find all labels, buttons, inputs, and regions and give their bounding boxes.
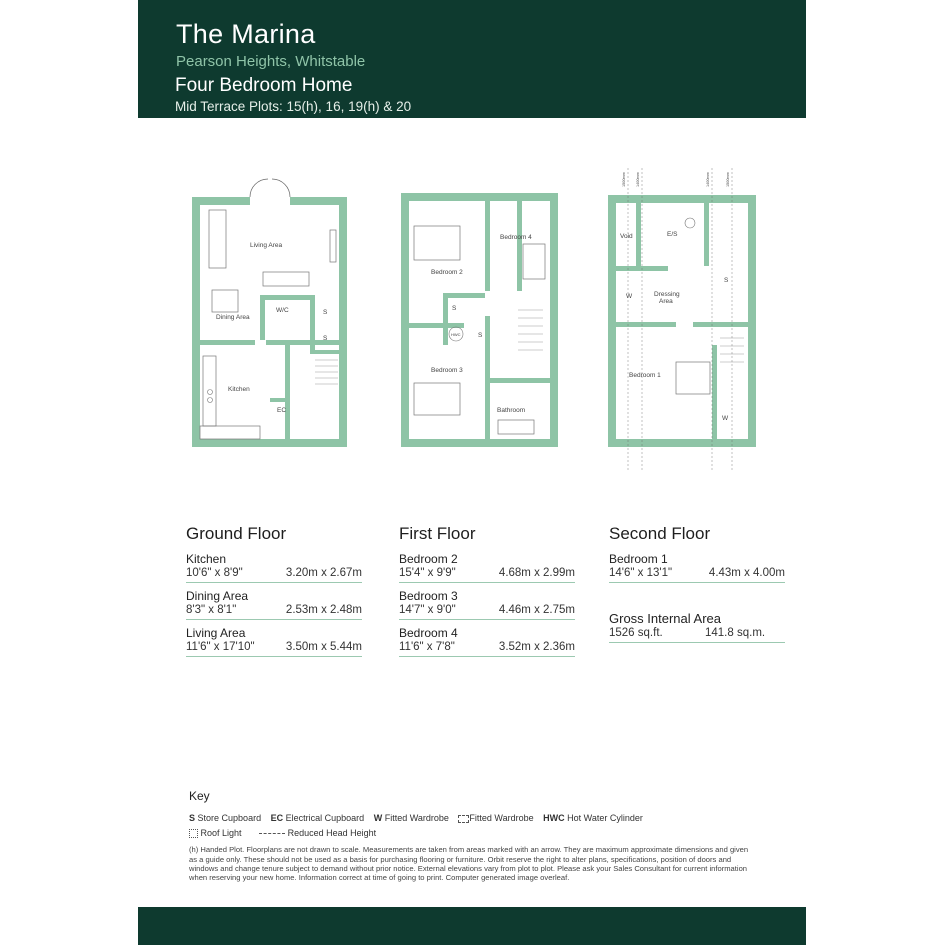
footer-bar — [138, 907, 806, 945]
room-name: Bedroom 2 — [399, 552, 458, 566]
label-wc: W/C — [276, 307, 289, 314]
room-row — [186, 626, 362, 657]
label-void: Void — [620, 233, 633, 240]
label-store-2: S — [323, 335, 328, 342]
key-heading: Key — [189, 789, 210, 803]
key-symbol-hwc: HWC — [543, 813, 565, 823]
label-head-height-3: 1400mm — [706, 172, 710, 187]
second-floor-plan — [608, 168, 756, 472]
gia-label: Gross Internal Area — [609, 611, 721, 626]
key-text-store: Store Cupboard — [197, 813, 262, 823]
room-row — [399, 626, 575, 657]
label-dressing-1: Dressing — [654, 291, 680, 298]
room-row — [186, 552, 362, 583]
header-bar — [138, 0, 806, 118]
room-name: Bedroom 4 — [399, 626, 458, 640]
fitted-wardrobe-dashed-icon — [458, 815, 469, 823]
room-name: Kitchen — [186, 552, 227, 566]
room-name: Bedroom 3 — [399, 589, 458, 603]
key-symbol-s: S — [189, 813, 196, 823]
room-name: Bedroom 1 — [609, 552, 668, 566]
floor-plan-drawing — [138, 160, 806, 490]
page-title: The Marina — [176, 19, 316, 49]
key-symbol-w: W — [373, 813, 383, 823]
room-metric: 2.53m x 2.48m — [285, 604, 362, 616]
ground-floor-plan — [192, 179, 347, 447]
key-section — [189, 789, 789, 883]
room-metric: 4.43m x 4.00m — [708, 567, 785, 579]
room-imperial: 15'4" x 9'9" — [399, 567, 456, 579]
key-symbol-ec: EC — [270, 813, 284, 823]
key-row-1 — [189, 813, 789, 823]
room-metric: 3.50m x 5.44m — [285, 641, 362, 653]
room-imperial: 10'6" x 8'9" — [186, 567, 243, 579]
label-bedroom-2: Bedroom 2 — [431, 269, 463, 276]
label-bedroom-4: Bedroom 4 — [500, 234, 532, 241]
disclaimer-text: (h) Handed Plot. Floorplans are not drawn to scale. Measurements are taken from areas marked with an arrow. They are maximum approximate dimensions and given as a guide only. These should not be used as a basis for purchasing flooring or furniture. Orbit reserve the right to alter plans, specifications, position of doors and windows and change tenure subject to demand without prior notice. External elevations vary from plot to plot. Please ask your Sales Consultant for current information when reserving your new home. Information correct at time of going to print. Computer generated image overleaf. — [189, 845, 749, 883]
room-name: Dining Area — [186, 589, 249, 603]
key-row-2 — [189, 828, 789, 838]
label-store-1: S — [323, 309, 328, 316]
key-text-hwc: Hot Water Cylinder — [567, 813, 643, 823]
room-imperial: 14'6" x 13'1" — [609, 567, 673, 579]
label-head-height-1: 1500mm — [622, 172, 626, 187]
plot-numbers: Mid Terrace Plots: 15(h), 16, 19(h) & 20 — [175, 99, 412, 114]
key-text-roof-light: Roof Light — [200, 828, 242, 838]
room-metric: 3.20m x 2.67m — [285, 567, 362, 579]
label-bathroom: Bathroom — [497, 407, 526, 414]
label-bedroom-1: Bedroom 1 — [629, 372, 661, 379]
key-text-fitted-wardrobe: Fitted Wardrobe — [469, 813, 534, 823]
label-ec: EC — [277, 407, 287, 414]
second-floor-dimensions — [609, 524, 785, 649]
gross-internal-area — [609, 612, 785, 643]
label-dining-area: Dining Area — [216, 314, 250, 321]
reduced-head-height-icon — [259, 833, 285, 834]
room-metric: 4.68m x 2.99m — [498, 567, 575, 579]
label-wardrobe-2: W — [722, 415, 729, 422]
first-floor-plan — [401, 193, 558, 447]
floor-plans — [138, 160, 806, 490]
label-living-area: Living Area — [250, 242, 283, 249]
label-hwc: HWC — [451, 332, 461, 337]
gia-sqft: 1526 sq.ft. — [609, 627, 663, 639]
label-store-4: S — [478, 332, 483, 339]
room-row — [399, 589, 575, 620]
label-bedroom-3: Bedroom 3 — [431, 367, 463, 374]
room-metric: 4.46m x 2.75m — [498, 604, 575, 616]
room-imperial: 14'7" x 9'0" — [399, 604, 456, 616]
key-text-wardrobe: Fitted Wardrobe — [384, 813, 449, 823]
room-row — [186, 589, 362, 620]
ground-floor-heading: Ground Floor — [186, 524, 287, 543]
key-text-reduced-head: Reduced Head Height — [287, 828, 377, 838]
first-floor-heading: First Floor — [399, 524, 476, 543]
label-dressing-2: Area — [659, 298, 673, 305]
development-name: Pearson Heights, Whitstable — [176, 53, 366, 70]
label-store-3: S — [452, 305, 457, 312]
room-metric: 3.52m x 2.36m — [498, 641, 575, 653]
label-en-suite: E/S — [667, 231, 678, 238]
room-imperial: 11'6" x 17'10" — [186, 641, 255, 653]
gia-sqm: 141.8 sq.m. — [705, 627, 766, 639]
label-kitchen: Kitchen — [228, 386, 250, 393]
first-floor-dimensions — [399, 524, 575, 663]
roof-light-icon — [189, 829, 198, 838]
label-store-5: S — [724, 277, 729, 284]
room-imperial: 11'6" x 7'8" — [399, 641, 455, 653]
room-row — [609, 552, 785, 583]
label-head-height-2: 1400mm — [636, 172, 640, 187]
room-name: Living Area — [186, 626, 246, 640]
room-imperial: 8'3" x 8'1" — [186, 604, 237, 616]
label-head-height-4: 1500mm — [726, 172, 730, 187]
room-row — [399, 552, 575, 583]
second-floor-heading: Second Floor — [609, 524, 711, 543]
brochure-page — [138, 0, 806, 945]
label-wardrobe-1: W — [626, 293, 633, 300]
key-text-electrical: Electrical Cupboard — [285, 813, 365, 823]
home-type: Four Bedroom Home — [175, 75, 353, 96]
ground-floor-dimensions — [186, 524, 362, 663]
